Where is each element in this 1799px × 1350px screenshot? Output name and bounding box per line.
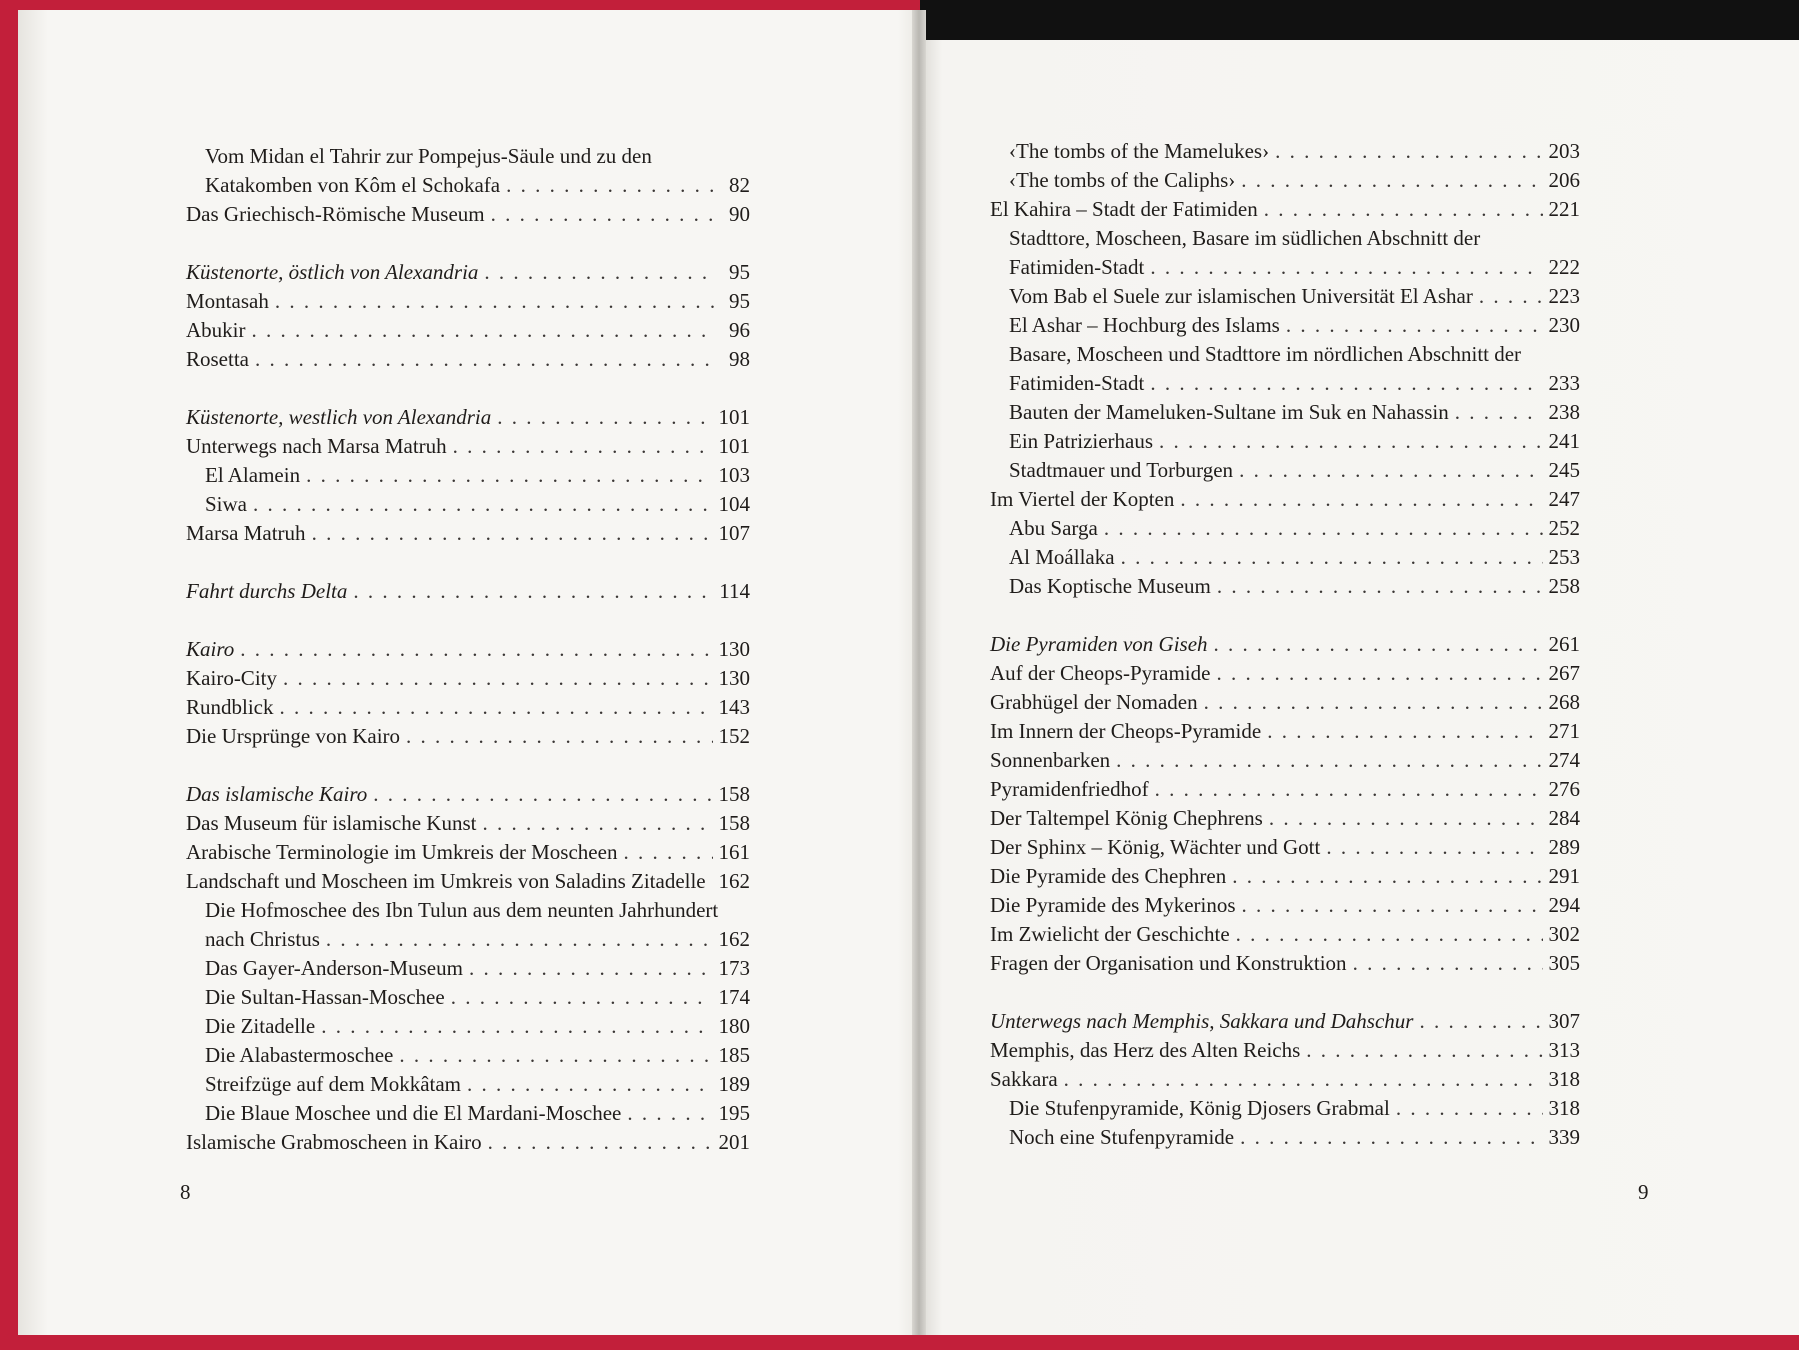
toc-entry [990, 688, 1580, 717]
toc-entry-title: Die Ursprünge von Kairo [186, 724, 401, 748]
toc-entry [990, 862, 1580, 891]
toc-entry-page: 238 [1548, 400, 1580, 424]
toc-entry [186, 1012, 750, 1041]
toc-entry [186, 635, 750, 664]
toc-entry-page: 274 [1548, 748, 1580, 772]
toc-entry-title: Unterwegs nach Memphis, Sakkara und Dahschur [990, 1009, 1414, 1033]
toc-entry-title: Rosetta [186, 347, 249, 371]
toc-entry [990, 456, 1580, 485]
toc-entry-title: Marsa Matruh [186, 521, 306, 545]
toc-leader-dots [399, 1041, 712, 1070]
toc-entry-page: 203 [1548, 139, 1580, 163]
toc-leader-dots [1239, 456, 1542, 485]
toc-entry-page: 130 [718, 637, 750, 661]
toc-entry [990, 485, 1580, 514]
toc-entry [990, 659, 1580, 688]
toc-entry-page: 104 [718, 492, 750, 516]
toc-entry [990, 195, 1580, 224]
book-edge-dark [920, 0, 1799, 44]
toc-entry-title: Fragen der Organisation und Konstruktion [990, 951, 1347, 975]
toc-entry-page: 339 [1548, 1125, 1580, 1149]
toc-leader-dots [1306, 1036, 1542, 1065]
toc-leader-dots [623, 838, 712, 867]
toc-entry [186, 519, 750, 548]
toc-entry [186, 838, 750, 867]
toc-entry-title: ‹The tombs of the Caliphs› [1009, 168, 1236, 192]
toc-entry-page: 201 [718, 1130, 750, 1154]
toc-leader-dots [253, 490, 713, 519]
toc-leader-dots [1155, 775, 1543, 804]
toc-entry-title: Abu Sarga [1009, 516, 1098, 540]
toc-entry [990, 311, 1580, 340]
right-page [920, 40, 1799, 1335]
toc-entry-title: Der Sphinx – König, Wächter und Gott [990, 835, 1321, 859]
left-page [18, 10, 920, 1335]
toc-leader-dots [1479, 282, 1543, 311]
toc-leader-dots [1396, 1094, 1543, 1123]
toc-leader-dots [451, 983, 713, 1012]
toc-leader-dots [1204, 688, 1543, 717]
toc-leader-dots [280, 693, 713, 722]
toc-entry-page: 152 [718, 724, 750, 748]
toc-entry-page: 267 [1548, 661, 1580, 685]
toc-entry [186, 1128, 750, 1157]
toc-entry-title: Das Koptische Museum [1009, 574, 1211, 598]
toc-entry-page: 189 [718, 1072, 750, 1096]
toc-entry [990, 949, 1580, 978]
toc-entry-title: Die Sultan-Hassan-Moschee [205, 985, 445, 1009]
toc-entry [990, 804, 1580, 833]
toc-entry-page: 230 [1548, 313, 1580, 337]
toc-entry [186, 403, 750, 432]
toc-entry-title: Islamische Grabmoscheen in Kairo [186, 1130, 482, 1154]
toc-entry [186, 432, 750, 461]
toc-entry [186, 345, 750, 374]
toc-entry [990, 833, 1580, 862]
toc-entry-title: Montasah [186, 289, 269, 313]
toc-entry [186, 461, 750, 490]
toc-entry-page: 195 [718, 1101, 750, 1125]
toc-entry [186, 1070, 750, 1099]
toc-entry-page: 161 [718, 840, 750, 864]
toc-entry-page: 284 [1548, 806, 1580, 830]
toc-entry-page: 114 [719, 579, 750, 603]
toc-entry-title: Pyramidenfriedhof [990, 777, 1149, 801]
toc-entry [990, 1065, 1580, 1094]
toc-entry-title: Bauten der Mameluken-Sultane im Suk en Nahassin [1009, 400, 1449, 424]
toc-entry [186, 200, 750, 229]
toc-leader-dots [373, 780, 712, 809]
toc-entry [990, 253, 1580, 282]
toc-entry [186, 171, 750, 200]
toc-entry-page: 252 [1548, 516, 1580, 540]
toc-leader-dots [1217, 572, 1543, 601]
toc-leader-dots [484, 258, 714, 287]
toc-entry-title: Vom Bab el Suele zur islamischen Universität El Ashar [1009, 284, 1473, 308]
toc-entry-title: Grabhügel der Nomaden [990, 690, 1198, 714]
toc-entry-page: 206 [1548, 168, 1580, 192]
toc-leader-dots [1241, 166, 1542, 195]
toc-entry-page: 276 [1548, 777, 1580, 801]
toc-entry-page: 221 [1548, 197, 1580, 221]
toc-entry-title: Das Gayer-Anderson-Museum [205, 956, 463, 980]
toc-entry-title: Im Zwielicht der Geschichte [990, 922, 1230, 946]
toc-entry [990, 543, 1580, 572]
toc-entry-title: Fatimiden-Stadt [1009, 371, 1145, 395]
toc-entry-title: nach Christus [205, 927, 320, 951]
toc-entry-page: 98 [729, 347, 750, 371]
toc-entry-page: 173 [718, 956, 750, 980]
toc-entry-title: Die Pyramide des Mykerinos [990, 893, 1236, 917]
toc-entry [186, 316, 750, 345]
toc-leader-dots [1150, 253, 1542, 282]
toc-entry-page: 223 [1548, 284, 1580, 308]
toc-entry-title: Katakomben von Kôm el Schokafa [205, 173, 501, 197]
toc-entry [990, 1123, 1580, 1152]
toc-entry-title: Die Stufenpyramide, König Djosers Grabmal [1009, 1096, 1390, 1120]
toc-entry-title: Das islamische Kairo [186, 782, 368, 806]
toc-entry-page: 162 [718, 869, 750, 893]
toc-entry-title: Küstenorte, östlich von Alexandria [186, 260, 479, 284]
toc-leader-dots [1159, 427, 1542, 456]
toc-entry [186, 983, 750, 1012]
toc-entry-page: 258 [1548, 574, 1580, 598]
toc-entry [186, 1041, 750, 1070]
toc-entry-page: 253 [1548, 545, 1580, 569]
toc-entry-page: 95 [729, 289, 750, 313]
toc-entry-title: Der Taltempel König Chephrens [990, 806, 1263, 830]
toc-leader-dots [326, 925, 713, 954]
toc-entry-title: Die Zitadelle [205, 1014, 316, 1038]
toc-entry-title: Küstenorte, westlich von Alexandria [186, 405, 492, 429]
toc-leader-dots [1236, 920, 1543, 949]
book-gutter [912, 10, 926, 1335]
toc-entry-title: Al Moállaka [1009, 545, 1115, 569]
toc-entry-title: Die Pyramiden von Giseh [990, 632, 1208, 656]
toc-entry-page: 318 [1548, 1096, 1580, 1120]
toc-entry [990, 514, 1580, 543]
toc-leader-dots [1116, 746, 1542, 775]
toc-leader-dots [255, 345, 714, 374]
toc-entry-title: Das Griechisch-Römische Museum [186, 202, 485, 226]
toc-entry-title: Stadtmauer und Torburgen [1009, 458, 1234, 482]
toc-entry-page: 245 [1548, 458, 1580, 482]
toc-leader-dots [1121, 543, 1543, 572]
toc-entry-page: 247 [1548, 487, 1580, 511]
toc-leader-dots [1180, 485, 1542, 514]
toc-entry-title: Siwa [205, 492, 247, 516]
toc-entry [186, 490, 750, 519]
toc-entry [990, 369, 1580, 398]
toc-entry-page: 96 [729, 318, 750, 342]
toc-leader-dots [1214, 630, 1543, 659]
toc-entry [186, 896, 750, 925]
toc-entry-title: Stadttore, Moscheen, Basare im südlichen Abschnitt der [1009, 226, 1481, 250]
toc-leader-dots [467, 1070, 713, 1099]
toc-entry-page: 103 [718, 463, 750, 487]
toc-entry [186, 664, 750, 693]
toc-entry-title: Sakkara [990, 1067, 1058, 1091]
toc-entry [186, 577, 750, 606]
toc-entry [990, 1094, 1580, 1123]
toc-entry [186, 954, 750, 983]
toc-leader-dots [1064, 1065, 1543, 1094]
toc-entry-page: 158 [718, 782, 750, 806]
toc-entry-page: 302 [1548, 922, 1580, 946]
toc-leader-dots [1275, 137, 1542, 166]
toc-entry-title: Rundblick [186, 695, 274, 719]
toc-entry [990, 1036, 1580, 1065]
toc-entry [186, 780, 750, 809]
toc-entry [990, 340, 1580, 369]
toc-entry-title: Im Innern der Cheops-Pyramide [990, 719, 1262, 743]
toc-entry-page: 158 [718, 811, 750, 835]
toc-entry [186, 142, 750, 171]
toc-entry [990, 572, 1580, 601]
page-number: 8 [180, 1180, 191, 1204]
toc-leader-dots [627, 1099, 712, 1128]
toc-leader-dots [1455, 398, 1543, 427]
right-toc [990, 137, 1580, 1152]
toc-entry-title: Memphis, das Herz des Alten Reichs [990, 1038, 1301, 1062]
toc-leader-dots [488, 1128, 713, 1157]
toc-entry-title: Fahrt durchs Delta [186, 579, 348, 603]
toc-leader-dots [353, 577, 713, 606]
toc-entry-page: 268 [1548, 690, 1580, 714]
toc-leader-dots [491, 200, 714, 229]
toc-entry-title: Streifzüge auf dem Mokkâtam [205, 1072, 461, 1096]
toc-entry-title: Sonnenbarken [990, 748, 1111, 772]
toc-entry-page: 294 [1548, 893, 1580, 917]
toc-entry [186, 925, 750, 954]
toc-entry-page: 82 [729, 173, 750, 197]
toc-entry [186, 693, 750, 722]
toc-entry [990, 398, 1580, 427]
toc-entry [990, 282, 1580, 311]
toc-leader-dots [240, 635, 712, 664]
toc-entry-page: 261 [1548, 632, 1580, 656]
toc-entry [186, 809, 750, 838]
toc-entry-title: El Alamein [205, 463, 301, 487]
toc-entry-title: Ein Patrizierhaus [1009, 429, 1154, 453]
toc-leader-dots [1240, 1123, 1542, 1152]
toc-entry [990, 746, 1580, 775]
toc-entry-title: Die Alabastermoschee [205, 1043, 394, 1067]
toc-entry [186, 258, 750, 287]
toc-leader-dots [1264, 195, 1543, 224]
toc-entry-page: 305 [1548, 951, 1580, 975]
toc-entry [990, 775, 1580, 804]
toc-leader-dots [1232, 862, 1542, 891]
toc-entry-page: 307 [1548, 1009, 1580, 1033]
toc-leader-dots [406, 722, 712, 751]
toc-entry-title: Fatimiden-Stadt [1009, 255, 1145, 279]
toc-leader-dots [1326, 833, 1542, 862]
toc-leader-dots [506, 171, 714, 200]
toc-leader-dots [283, 664, 713, 693]
toc-leader-dots [1216, 659, 1542, 688]
toc-entry-page: 241 [1548, 429, 1580, 453]
toc-entry-page: 95 [729, 260, 750, 284]
toc-entry [990, 717, 1580, 746]
toc-entry-page: 174 [718, 985, 750, 1009]
toc-entry-title: Das Museum für islamische Kunst [186, 811, 477, 835]
toc-entry-title: Auf der Cheops-Pyramide [990, 661, 1211, 685]
toc-entry [990, 137, 1580, 166]
toc-leader-dots [469, 954, 713, 983]
toc-entry-title: Noch eine Stufenpyramide [1009, 1125, 1235, 1149]
toc-entry-title: Die Hofmoschee des Ibn Tulun aus dem neunten Jahrhundert [205, 898, 719, 922]
toc-leader-dots [1150, 369, 1542, 398]
toc-entry-page: 101 [718, 405, 750, 429]
left-toc [186, 142, 750, 1157]
toc-entry-title: Im Viertel der Kopten [990, 487, 1175, 511]
toc-entry [990, 427, 1580, 456]
toc-entry-title: Vom Midan el Tahrir zur Pompejus-Säule und zu den [205, 144, 652, 168]
toc-entry-page: 130 [718, 666, 750, 690]
toc-entry-title: Abukir [186, 318, 246, 342]
toc-entry-page: 185 [718, 1043, 750, 1067]
toc-leader-dots [1419, 1007, 1542, 1036]
toc-leader-dots [306, 461, 712, 490]
toc-entry-page: 180 [718, 1014, 750, 1038]
toc-entry-page: 233 [1548, 371, 1580, 395]
toc-leader-dots [1267, 717, 1542, 746]
toc-leader-dots [1353, 949, 1543, 978]
toc-entry-title: El Kahira – Stadt der Fatimiden [990, 197, 1258, 221]
toc-entry-page: 271 [1548, 719, 1580, 743]
toc-entry [990, 166, 1580, 195]
toc-entry-title: Kairo-City [186, 666, 277, 690]
toc-entry-page: 101 [718, 434, 750, 458]
page-number: 9 [1638, 1180, 1649, 1204]
toc-leader-dots [1269, 804, 1543, 833]
toc-entry-title: Die Blaue Moschee und die El Mardani-Moschee [205, 1101, 622, 1125]
toc-leader-dots [1104, 514, 1543, 543]
toc-entry-title: ‹The tombs of the Mamelukes› [1009, 139, 1270, 163]
toc-entry-page: 318 [1548, 1067, 1580, 1091]
toc-entry [990, 891, 1580, 920]
toc-leader-dots [275, 287, 714, 316]
toc-entry-page: 143 [718, 695, 750, 719]
toc-leader-dots [453, 432, 713, 461]
toc-entry [186, 1099, 750, 1128]
toc-entry [990, 630, 1580, 659]
toc-leader-dots [252, 316, 715, 345]
toc-entry-title: Unterwegs nach Marsa Matruh [186, 434, 447, 458]
toc-entry [990, 920, 1580, 949]
toc-entry-page: 289 [1548, 835, 1580, 859]
toc-leader-dots [1286, 311, 1543, 340]
toc-entry [186, 722, 750, 751]
toc-entry-title: Basare, Moscheen und Stadttore im nördlichen Abschnitt der [1009, 342, 1522, 366]
toc-entry [186, 867, 750, 896]
toc-leader-dots [497, 403, 712, 432]
toc-entry-title: Kairo [186, 637, 235, 661]
toc-entry-page: 90 [729, 202, 750, 226]
toc-leader-dots [1242, 891, 1543, 920]
toc-entry [990, 224, 1580, 253]
toc-entry [990, 1007, 1580, 1036]
toc-entry-title: Landschaft und Moscheen im Umkreis von Saladins Zitadelle [186, 869, 706, 893]
toc-entry-page: 291 [1548, 864, 1580, 888]
toc-entry [186, 287, 750, 316]
toc-leader-dots [482, 809, 712, 838]
toc-entry-page: 313 [1548, 1038, 1580, 1062]
toc-entry-page: 162 [718, 927, 750, 951]
toc-entry-title: Die Pyramide des Chephren [990, 864, 1227, 888]
toc-leader-dots [321, 1012, 712, 1041]
toc-entry-page: 107 [718, 521, 750, 545]
toc-leader-dots [312, 519, 713, 548]
toc-entry-page: 222 [1548, 255, 1580, 279]
toc-entry-title: Arabische Terminologie im Umkreis der Moscheen [186, 840, 618, 864]
toc-entry-title: El Ashar – Hochburg des Islams [1009, 313, 1280, 337]
